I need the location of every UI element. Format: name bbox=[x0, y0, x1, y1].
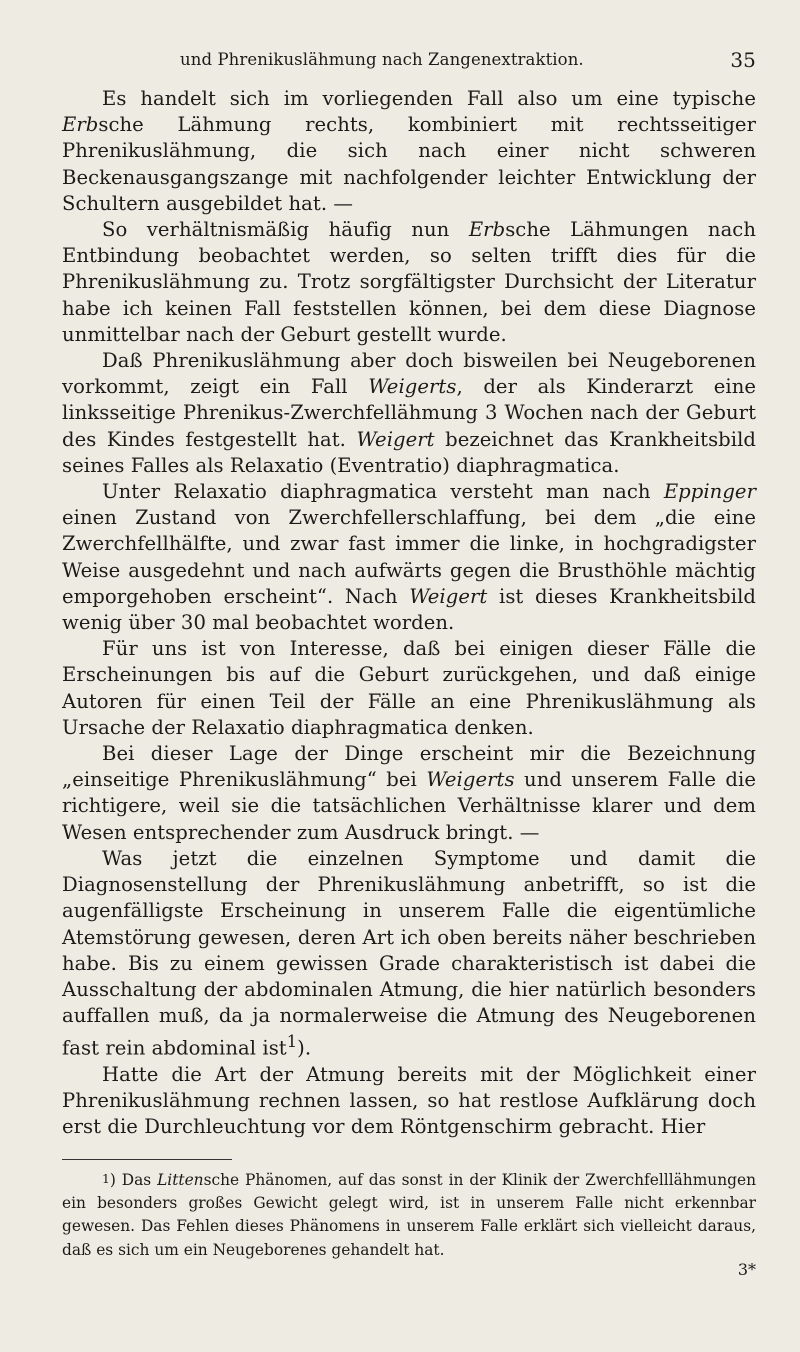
text-run: sche Phänomen, auf das sonst in der Klinik der Zwerchfelllähmungen ein besonders großes Gewicht gelegt wird, ist in unserem Falle nicht erkennbar gewesen. Das Fehlen dieses Phänomens in unserem Falle erklärt sich vielleicht daraus, daß es sich um ein Neugeborenes gehandelt hat. bbox=[62, 1170, 756, 1259]
body-text bbox=[62, 86, 756, 1141]
text-run: Das bbox=[121, 1170, 158, 1189]
italic-name: Erb bbox=[62, 113, 99, 137]
text-run: Unter Relaxatio diaphragmatica versteht man nach bbox=[102, 480, 664, 504]
footnote-marker: 1 bbox=[102, 1171, 110, 1186]
paragraph bbox=[62, 479, 756, 636]
running-title: und Phrenikuslähmung nach Zangenextraktion. bbox=[180, 50, 584, 69]
text-run: , der als Kinderarzt eine linksseitige Phrenikus-Zwerchfellähmung 3 Wochen nach der Geburt des Kindes festgestellt hat. bbox=[62, 375, 757, 451]
footnote: 1) Das Littensche Phänomen, auf das sonst in der Klinik der Zwerchfelllähmungen ein besonders großes Gewicht gelegt wird, ist in unserem Falle nicht erkennbar gewesen. Das Fehlen dieses Phänomens in unserem Falle erklärt sich vielleicht daraus, daß es sich um ein Neugeborenes gehandelt hat. bbox=[62, 1170, 756, 1259]
text-run: bezeichnet das Krankheitsbild seines Falles als Relaxatio (Eventratio) diaphragmatica. bbox=[62, 427, 756, 477]
paragraph bbox=[62, 846, 756, 1062]
italic-name: Eppinger bbox=[663, 480, 756, 504]
paragraph bbox=[62, 636, 756, 741]
italic-name: Litten bbox=[157, 1170, 204, 1189]
text-run: Daß Phrenikuslähmung aber doch bisweilen bei Neugeborenen vorkommt, zeigt ein Fall bbox=[62, 349, 756, 399]
italic-name: Weigert bbox=[356, 427, 435, 451]
signature-mark: 3* bbox=[737, 1260, 756, 1280]
italic-name: Erb bbox=[468, 218, 506, 242]
page-number: 35 bbox=[730, 48, 756, 72]
text-run: und unserem Falle die richtigere, weil sie die tatsächlichen Verhältnisse klarer und dem Wesen entsprechender zum Ausdruck bringt. — bbox=[62, 768, 756, 844]
running-head bbox=[62, 40, 756, 80]
footnotes bbox=[62, 1168, 756, 1263]
italic-name: Weigerts bbox=[426, 768, 515, 792]
text-run: So verhältnismäßig häufig nun bbox=[102, 218, 469, 242]
footnote-rule bbox=[62, 1159, 232, 1160]
text-run: Es handelt sich im vorliegenden Fall also um eine typische bbox=[102, 87, 756, 110]
paragraph bbox=[62, 348, 756, 479]
paragraph bbox=[62, 86, 756, 217]
text-run: ). bbox=[297, 1036, 312, 1060]
footnote-reference: 1 bbox=[286, 1032, 298, 1052]
text-run: Was jetzt die einzelnen Symptome und damit die Diagnosenstellung der Phrenikuslähmung anbetrifft, so ist die augenfälligste Erscheinung in unserem Falle die eigentümliche Atemstörung gewesen, deren Art ich oben bereits näher beschrieben habe. Bis zu einem gewissen Grade charakteristisch ist dabei die Ausschaltung der abdominalen Atmung, die hier natürlich besonders auffallen muß, da ja normalerweise die Atmung des Neugeborenen fast rein abdominal ist bbox=[62, 846, 756, 1060]
italic-name: Weigert bbox=[409, 584, 488, 608]
paragraph bbox=[62, 217, 756, 348]
paragraph bbox=[62, 741, 756, 846]
italic-name: Weigerts bbox=[368, 375, 457, 399]
text-run: sche Lähmung rechts, kombiniert mit rechtsseitiger Phrenikuslähmung, die sich nach einer nicht schweren Beckenausgangszange mit nachfolgender leichter Entwicklung der Schultern ausgebildet hat. — bbox=[62, 113, 756, 215]
paragraph bbox=[62, 1062, 756, 1141]
text-run: ist dieses Krankheitsbild wenig über 30 mal beobachtet worden. bbox=[62, 584, 756, 635]
text-run: Hatte die Art der Atmung bereits mit der Möglichkeit einer Phrenikuslähmung rechnen lassen, so hat restlose Aufklärung doch erst die Durchleuchtung vor dem Röntgenschirm gebracht. Hier bbox=[62, 1063, 756, 1139]
text-run: Für uns ist von Interesse, daß bei einigen dieser Fälle die Erscheinungen bis auf die Geburt zurückgehen, und daß einige Autoren für einen Teil der Fälle an eine Phrenikuslähmung als Ursache der Relaxatio diaphragmatica denken. bbox=[62, 637, 756, 739]
text-run: einen Zustand von Zwerchfellerschlaffung, bei dem „die eine Zwerchfellhälfte, und zwar fast immer die linke, in hochgradigster Weise ausgedehnt und nach aufwärts gegen die Brusthöhle mächtig emporgehoben erscheint“. Nach bbox=[62, 506, 756, 608]
text-run: sche Lähmungen nach Entbindung beobachtet werden, so selten trifft dies für die Phrenikuslähmung zu. Trotz sorgfältigster Durchsicht der Literatur habe ich keinen Fall feststellen können, bei dem diese Diagnose unmittelbar nach der Geburt gestellt wurde. bbox=[62, 218, 756, 346]
text-run: Bei dieser Lage der Dinge erscheint mir die Bezeichnung „einseitige Phrenikuslähmung“ bei bbox=[62, 742, 756, 792]
